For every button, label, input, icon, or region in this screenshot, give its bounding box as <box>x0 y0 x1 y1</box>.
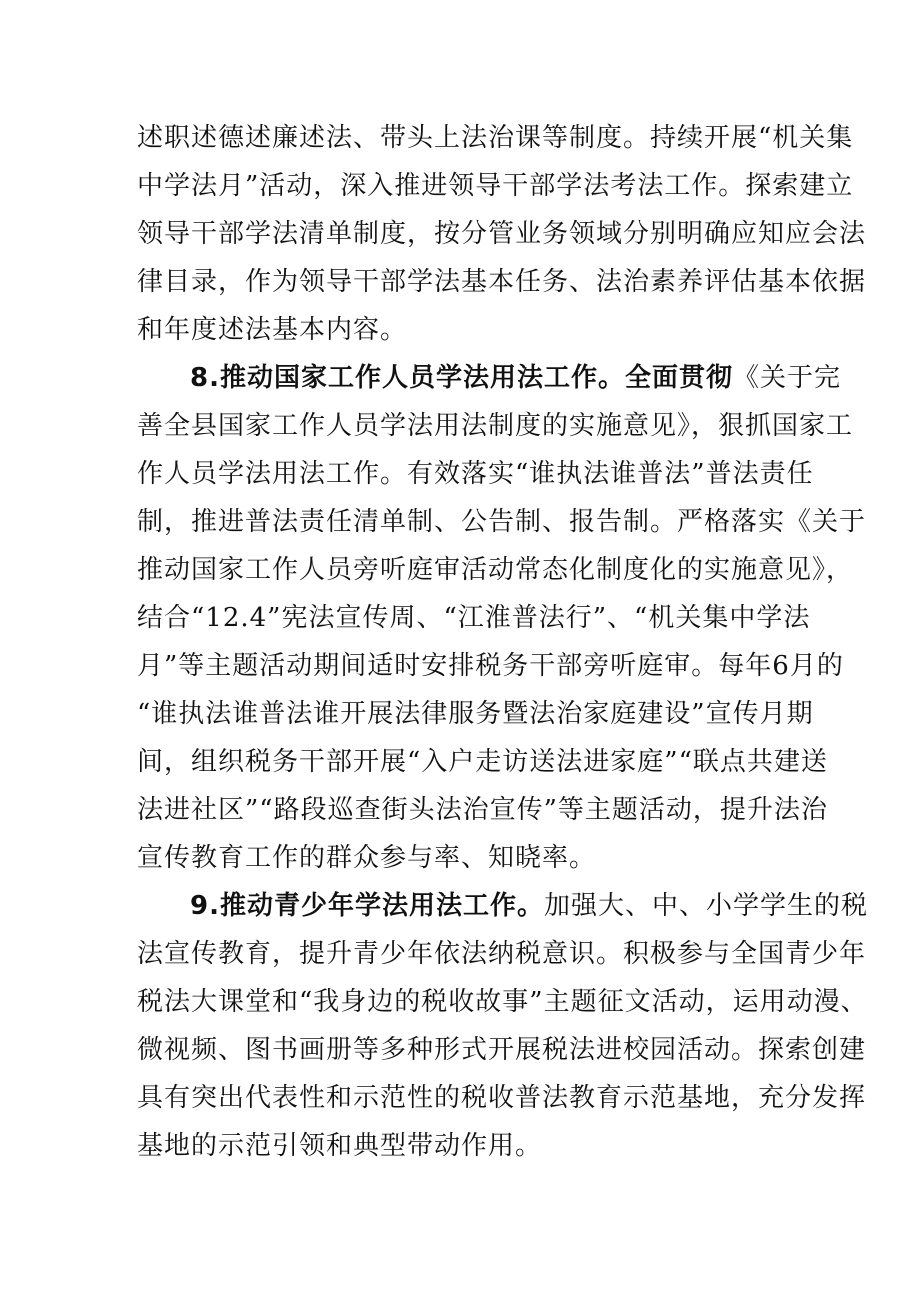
line-text: 法进社区”“路段巡查街头法治宣传”等主题活动，提升法治 <box>137 795 828 825</box>
line-text: 善全县国家工作人员学法用法制度的实施意见》，狠抓国家工 <box>137 411 854 441</box>
heading-line-9 <box>190 889 868 923</box>
text-line-9 <box>137 505 866 539</box>
line-text: 中学法月”活动，深入推进领导干部学法考法工作。探索建立 <box>137 171 854 201</box>
line-text: “谁执法谁普法谁开展法律服务暨法治家庭建设”宣传月期 <box>137 699 814 729</box>
line-text: 作人员学法用法工作。有效落实“谁执法谁普法”普法责任 <box>137 459 814 489</box>
text-line-13 <box>137 697 814 731</box>
text-line-2 <box>137 169 853 203</box>
text-line-14 <box>137 745 828 779</box>
text-line-11 <box>137 601 810 635</box>
line-text: 具有突出代表性和示范性的税收普法教育示范基地，充分发挥 <box>137 1083 867 1113</box>
line-text: 基地的示范引领和典型带动作用。 <box>137 1131 543 1161</box>
text-line-16 <box>137 841 596 875</box>
heading-line-8 <box>190 361 841 395</box>
section-heading: 9.推动青少年学法用法工作。 <box>190 891 544 921</box>
line-text: 月”等主题活动期间适时安排税务干部旁听庭审。每年6月的 <box>137 651 844 681</box>
line-text: 税法大课堂和“我身边的税收故事”主题征文活动，运用动漫、 <box>137 987 868 1017</box>
line-text: 律目录，作为领导干部学法基本任务、法治素养评估基本依据 <box>137 267 867 297</box>
text-line-10 <box>137 553 853 587</box>
line-text: 领导干部学法清单制度，按分管业务领域分别明确应知应会法 <box>137 219 867 249</box>
line-text: 结合“12.4”宪法宣传周、“江淮普法行”、“机关集中学法 <box>137 603 811 633</box>
text-line-20 <box>137 1033 866 1067</box>
line-text: 间，组织税务干部开展“入户走访送法进家庭”“联点共建送 <box>137 747 828 777</box>
line-text: 推动国家工作人员旁听庭审活动常态化制度化的实施意见》， <box>137 555 854 585</box>
line-text: 宣传教育工作的群众参与率、知晓率。 <box>137 843 597 873</box>
line-text: 《关于完 <box>732 363 841 393</box>
text-line-15 <box>137 793 828 827</box>
text-line-7 <box>137 409 853 443</box>
text-line-21 <box>137 1081 866 1115</box>
text-line-19 <box>137 985 868 1019</box>
text-line-1 <box>137 121 853 155</box>
text-line-22 <box>137 1129 542 1163</box>
line-text: 制，推进普法责任清单制、公告制、报告制。严格落实《关于 <box>137 507 867 537</box>
text-line-8 <box>137 457 814 491</box>
line-text: 述职述德述廉述法、带头上法治课等制度。持续开展“机关集 <box>137 123 854 153</box>
line-text: 和年度述法基本内容。 <box>137 315 408 345</box>
line-text: 微视频、图书画册等多种形式开展税法进校园活动。探索创建 <box>137 1035 867 1065</box>
text-line-5 <box>137 313 407 347</box>
line-text: 法宣传教育，提升青少年依法纳税意识。积极参与全国青少年 <box>137 939 867 969</box>
text-line-4 <box>137 265 866 299</box>
text-line-18 <box>137 937 866 971</box>
line-text: 加强大、中、小学学生的税 <box>543 891 868 921</box>
text-line-12 <box>137 649 844 683</box>
section-heading: 8.推动国家工作人员学法用法工作。全面贯彻 <box>190 363 733 393</box>
text-line-3 <box>137 217 866 251</box>
